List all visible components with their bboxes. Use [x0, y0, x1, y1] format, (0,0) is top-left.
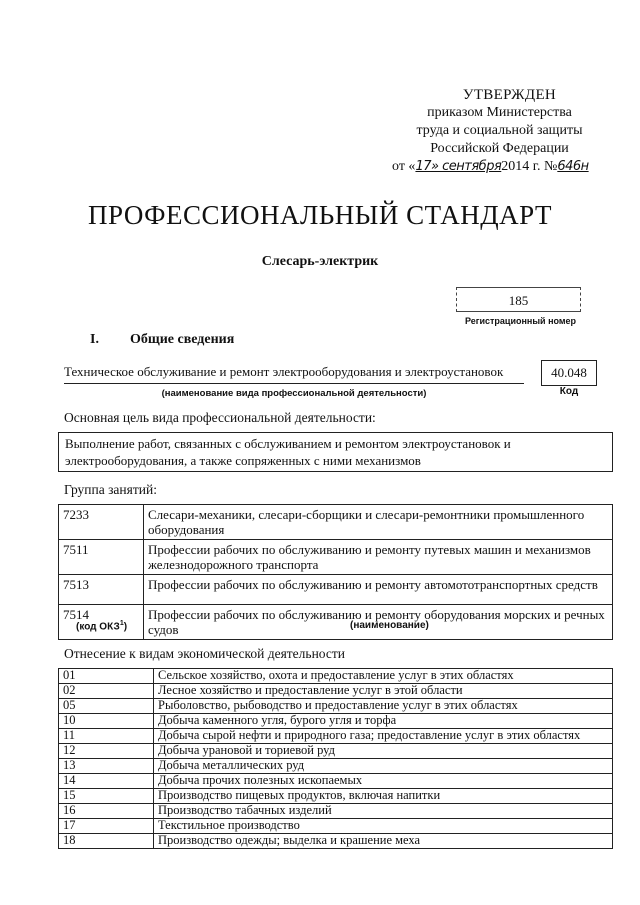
table-row [59, 699, 613, 714]
goal-text: Выполнение работ, связанных с обслуживанием и ремонтом электроустановок и электрооборудования, а также сопряженных с ними механизмов [58, 432, 613, 472]
registration-number-label: Регистрационный номер [464, 316, 577, 326]
occupation-name: Профессии рабочих по обслуживанию и ремонту оборудования морских и речных судов [144, 605, 613, 640]
okved-code: 10 [59, 714, 154, 729]
table-row [59, 819, 613, 834]
table-row [59, 729, 613, 744]
occupation-code: 7511 [59, 540, 144, 575]
okved-name: Производство пищевых продуктов, включая напитки [154, 789, 613, 804]
profession-name: Слесарь-электрик [261, 254, 379, 269]
okved-code: 15 [59, 789, 154, 804]
okved-name: Добыча урановой и ториевой руд [154, 744, 613, 759]
economic-activity-table [58, 668, 613, 849]
section-title: Общие сведения [130, 332, 235, 347]
occupation-name: Профессии рабочих по обслуживанию и ремонту автомототранспортных средств [144, 575, 613, 605]
table-row [59, 759, 613, 774]
okved-code: 18 [59, 834, 154, 849]
okved-name: Текстильное производство [154, 819, 613, 834]
approval-order-line [392, 158, 607, 176]
footnote-ref: 1 [119, 620, 124, 627]
table-row [59, 505, 613, 540]
occupation-name-caption: (наименование) [350, 620, 429, 631]
okz-caption-end: ) [123, 621, 128, 633]
table-row [59, 834, 613, 849]
approval-line-labor: труда и социальной защиты [416, 123, 583, 138]
page-title: ПРОФЕССИОНАЛЬНЫЙ СТАНДАРТ [87, 200, 553, 230]
table-row [59, 804, 613, 819]
table-row [59, 540, 613, 575]
okved-name: Лесное хозяйство и предоставление услуг в этой области [154, 684, 613, 699]
order-month: » сентября [430, 159, 502, 174]
table-row [59, 605, 613, 640]
occupation-name: Слесари-механики, слесари-сборщики и слесари-ремонтники промышленного оборудования [144, 505, 613, 540]
okved-name: Сельское хозяйство, охота и предоставление услуг в этих областях [154, 669, 613, 684]
activity-name: Техническое обслуживание и ремонт электрооборудования и электроустановок [64, 364, 524, 384]
okz-code-caption [76, 620, 127, 632]
okved-code: 05 [59, 699, 154, 714]
okved-code: 11 [59, 729, 154, 744]
occupation-group-table [58, 504, 613, 640]
table-row [59, 684, 613, 699]
economic-activity-label: Отнесение к видам экономической деятельности [64, 646, 345, 661]
occupation-code: 7514 [59, 605, 144, 640]
activity-code-box: 40.048 [541, 360, 597, 386]
okved-code: 17 [59, 819, 154, 834]
table-row [59, 669, 613, 684]
table-row [59, 714, 613, 729]
table-row [59, 575, 613, 605]
activity-name-caption: (наименование вида профессиональной деятельности) [161, 388, 427, 399]
okved-code: 13 [59, 759, 154, 774]
okved-code: 01 [59, 669, 154, 684]
goal-label: Основная цель вида профессиональной деятельности: [64, 410, 376, 425]
approval-title: УТВЕРЖДЕН [462, 87, 557, 103]
okved-name: Производство табачных изделий [154, 804, 613, 819]
okved-name: Рыболовство, рыбоводство и предоставление услуг в этих областях [154, 699, 613, 714]
order-number: 646н [557, 159, 589, 174]
table-row [59, 774, 613, 789]
occupation-group-label: Группа занятий: [64, 482, 157, 497]
occupation-name: Профессии рабочих по обслуживанию и ремонту путевых машин и механизмов железнодорожного транспорта [144, 540, 613, 575]
okved-name: Добыча металлических руд [154, 759, 613, 774]
occupation-code: 7513 [59, 575, 144, 605]
okved-name: Добыча сырой нефти и природного газа; предоставление услуг в этих областях [154, 729, 613, 744]
table-row [59, 744, 613, 759]
table-row [59, 789, 613, 804]
okved-code: 16 [59, 804, 154, 819]
approval-line-federation: Российской Федерации [430, 141, 569, 156]
okved-name: Добыча прочих полезных ископаемых [154, 774, 613, 789]
section-heading [90, 332, 234, 348]
occupation-code: 7233 [59, 505, 144, 540]
order-day: 17 [415, 159, 431, 174]
okved-name: Добыча каменного угля, бурого угля и торфа [154, 714, 613, 729]
activity-code-caption: Код [559, 386, 579, 397]
okved-code: 02 [59, 684, 154, 699]
okved-name: Производство одежды; выделка и крашение меха [154, 834, 613, 849]
approval-line-ministry: приказом Министерства [427, 105, 572, 120]
okz-caption-text: (код ОКЗ [76, 621, 120, 633]
okved-code: 12 [59, 744, 154, 759]
order-year: 2014 г. № [501, 159, 558, 174]
section-number: I. [90, 332, 99, 347]
registration-number-box: 185 [456, 287, 581, 312]
order-from: от « [392, 159, 416, 174]
approval-block [392, 86, 607, 176]
okved-code: 14 [59, 774, 154, 789]
